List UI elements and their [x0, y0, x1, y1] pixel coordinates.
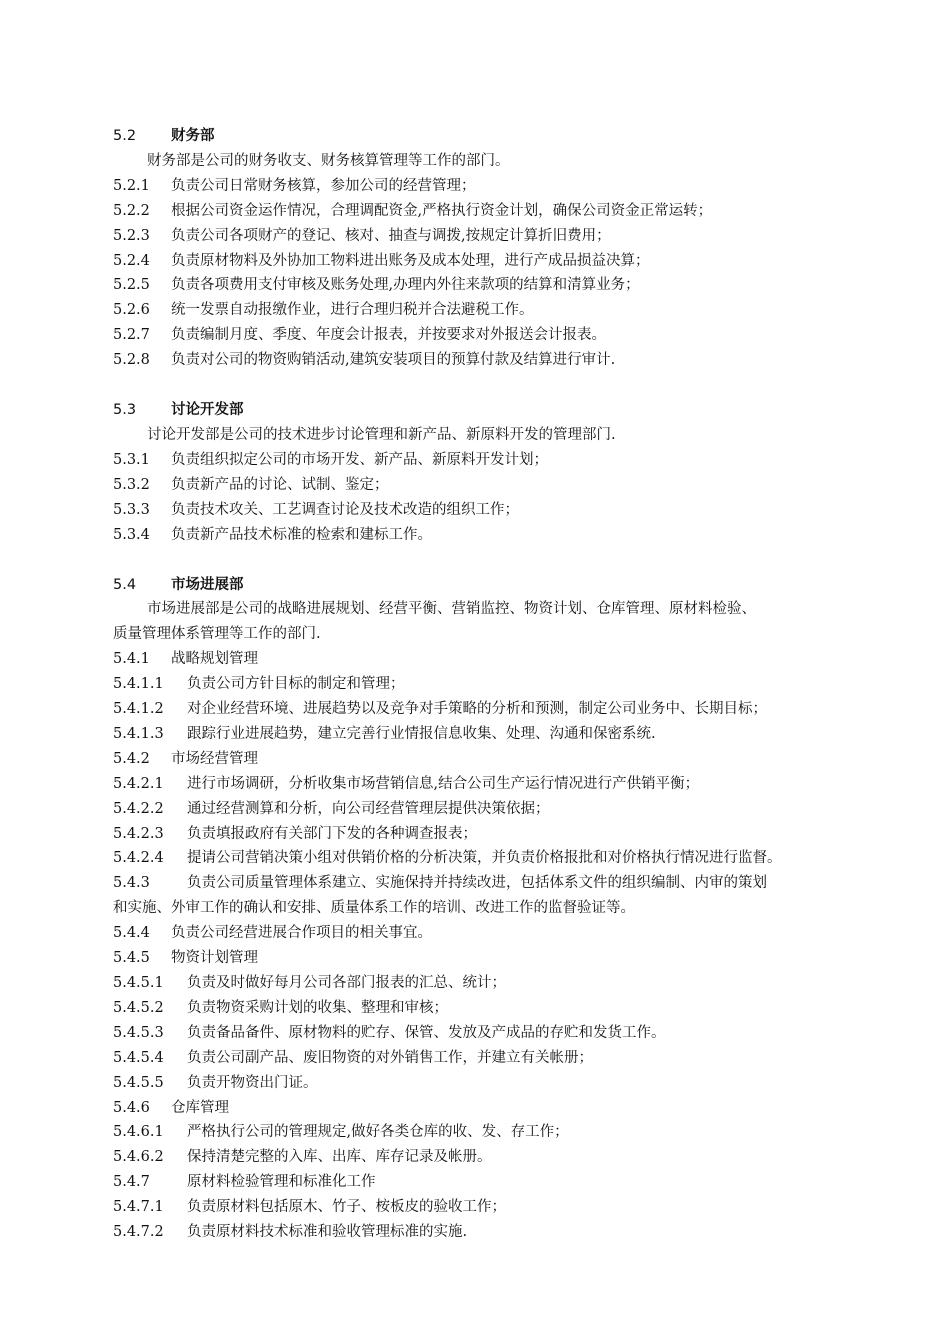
- item-text: 提请公司营销决策小组对供销价格的分析决策，并负责价格报批和对价格执行情况进行监督。: [187, 850, 782, 867]
- item-number: 5.2.2: [113, 202, 150, 219]
- item-text: 市场经营管理: [171, 750, 258, 767]
- item-number: 5.4.7: [113, 1174, 150, 1191]
- item-number: 5.2.8: [113, 352, 150, 369]
- item-number: 5.2.7: [113, 327, 150, 344]
- item-number: 5.4.1.3: [113, 725, 164, 742]
- item-number: 5.4.3: [113, 875, 150, 892]
- list-item: [113, 249, 873, 274]
- section-intro: 讨论开发部是公司的技术进步讨论管理和新产品、新原料开发的管理部门.: [147, 426, 616, 443]
- item-text: 负责填报政府有关部门下发的各种调查报表；: [187, 825, 477, 842]
- list-item: [113, 971, 873, 996]
- list-item: [113, 822, 873, 847]
- item-text: 负责公司方针目标的制定和管理；: [187, 676, 405, 693]
- item-number: 5.4.2: [113, 750, 150, 767]
- document-page: [113, 124, 873, 1245]
- section-heading-finance: [113, 124, 873, 149]
- item-text: 负责原材料技术标准和验收管理标准的实施.: [187, 1224, 468, 1241]
- item-number: 5.3.2: [113, 476, 150, 493]
- item-number: 5.4.4: [113, 925, 150, 942]
- item-number: 5.4.6: [113, 1099, 150, 1116]
- list-item: [113, 1071, 873, 1096]
- list-item: [113, 174, 873, 199]
- item-text: 负责技术攻关、工艺调查讨论及技术改造的组织工作；: [171, 501, 519, 518]
- item-number: 5.2.1: [113, 177, 150, 194]
- item-text: 战略规划管理: [171, 651, 258, 668]
- item-number: 5.3.4: [113, 526, 150, 543]
- item-number: 5.2.6: [113, 302, 150, 319]
- item-number: 5.4.7.2: [113, 1224, 164, 1241]
- list-item: [113, 348, 873, 373]
- item-text: 负责组织拟定公司的市场开发、新产品、新原料开发计划；: [171, 451, 548, 468]
- list-item: [113, 797, 873, 822]
- item-number: 5.4.5.4: [113, 1049, 164, 1066]
- list-item: [113, 647, 873, 672]
- item-text: 负责公司副产品、废旧物资的对外销售工作，并建立有关帐册；: [187, 1049, 593, 1066]
- item-text: 进行市场调研，分析收集市场营销信息,结合公司生产运行情况进行产供销平衡；: [187, 775, 700, 792]
- list-item: [113, 199, 873, 224]
- item-text: 负责及时做好每月公司各部门报表的汇总、统计；: [187, 975, 506, 991]
- item-number: 5.4.5.5: [113, 1074, 164, 1091]
- item-text: 统一发票自动报缴作业，进行合理归税并合法避税工作。: [171, 302, 534, 319]
- item-number: 5.4.2.3: [113, 825, 164, 842]
- item-number: 5.4.6.1: [113, 1124, 164, 1141]
- item-text: 负责公司质量管理体系建立、实施保持并持续改进，包括体系文件的组织编制、内审的策划: [187, 875, 767, 892]
- list-item: [113, 921, 873, 946]
- item-text: 负责公司经营进展合作项目的相关事宜。: [171, 925, 432, 942]
- list-item-continued: 和实施、外审工作的确认和安排、质量体系工作的培训、改进工作的监督验证等。: [113, 900, 635, 917]
- item-number: 5.4.1: [113, 651, 150, 668]
- item-number: 5.4.6.2: [113, 1149, 164, 1166]
- list-item: [113, 498, 873, 523]
- section-number: 5.2: [113, 128, 137, 144]
- list-item: [113, 871, 873, 896]
- list-item: [113, 996, 873, 1021]
- item-number: 5.3.3: [113, 501, 150, 518]
- item-text: 对企业经营环境、进展趋势以及竞争对手策略的分析和预测，制定公司业务中、长期目标；: [187, 701, 767, 718]
- item-text: 跟踪行业进展趋势，建立完善行业情报信息收集、处理、沟通和保密系统.: [187, 725, 656, 742]
- item-number: 5.2.3: [113, 227, 150, 244]
- item-text: 负责备品备件、原材物料的贮存、保管、发放及产成品的存贮和发货工作。: [187, 1024, 666, 1041]
- section-title: 财务部: [171, 128, 215, 144]
- item-text: 保持清楚完整的入库、出库、库存记录及帐册。: [187, 1149, 492, 1166]
- list-item: [113, 1220, 873, 1245]
- item-number: 5.4.7.1: [113, 1199, 164, 1216]
- item-number: 5.2.4: [113, 252, 150, 269]
- list-item: [113, 697, 873, 722]
- item-text: 物资计划管理: [171, 950, 258, 967]
- list-item: [113, 772, 873, 797]
- list-item: [113, 1170, 873, 1195]
- list-item: [113, 1021, 873, 1046]
- list-item: [113, 1145, 873, 1170]
- section-intro: 市场进展部是公司的战略进展规划、经营平衡、营销监控、物资计划、仓库管理、原材料检验、: [147, 601, 756, 618]
- item-text: 负责公司各项财产的登记、核对、抽查与调拨,按规定计算折旧费用；: [171, 227, 611, 244]
- item-text: 负责新产品技术标准的检索和建标工作。: [171, 526, 432, 543]
- item-text: 负责新产品的讨论、试制、鉴定；: [171, 476, 389, 493]
- section-heading-research: [113, 398, 873, 423]
- item-number: 5.4.5.3: [113, 1024, 164, 1041]
- list-item: [113, 747, 873, 772]
- list-item: [113, 298, 873, 323]
- item-number: 5.4.1.1: [113, 676, 164, 693]
- item-number: 5.4.2.4: [113, 850, 164, 867]
- section-title: 市场进展部: [171, 576, 244, 593]
- list-item: [113, 323, 873, 348]
- section-gap: [113, 373, 873, 398]
- item-number: 5.4.5: [113, 950, 150, 967]
- section-number: 5.4: [113, 576, 137, 593]
- list-item: [113, 722, 873, 747]
- list-item: [113, 523, 873, 548]
- item-number: 5.4.2.1: [113, 775, 164, 792]
- item-number: 5.2.5: [113, 277, 150, 294]
- list-item: [113, 473, 873, 498]
- item-number: 5.3.1: [113, 451, 150, 468]
- list-item: [113, 273, 873, 298]
- item-text: 原材料检验管理和标准化工作: [187, 1174, 376, 1191]
- list-item: [113, 224, 873, 249]
- section-gap: [113, 548, 873, 573]
- section-intro: 财务部是公司的财务收支、财务核算管理等工作的部门。: [147, 152, 510, 169]
- item-text: 仓库管理: [171, 1099, 229, 1116]
- list-item: [113, 1046, 873, 1071]
- item-text: 负责开物资出门证。: [187, 1074, 318, 1091]
- item-text: 负责编制月度、季度、年度会计报表，并按要求对外报送会计报表。: [171, 327, 606, 344]
- item-text: 负责原材料包括原木、竹子、桉板皮的验收工作；: [187, 1199, 506, 1216]
- item-text: 负责原材物料及外协加工物料进出账务及成本处理，进行产成品损益决算；: [171, 252, 650, 269]
- item-text: 负责对公司的物资购销活动,建筑安装项目的预算付款及结算进行审计.: [171, 352, 616, 369]
- item-number: 5.4.2.2: [113, 800, 164, 817]
- list-item: [113, 1120, 873, 1145]
- item-number: 5.4.5.1: [113, 975, 164, 991]
- section-number: 5.3: [113, 402, 137, 419]
- item-number: 5.4.1.2: [113, 701, 164, 718]
- list-item: [113, 1096, 873, 1121]
- item-text: 负责各项费用支付审核及账务处理,办理内外往来款项的结算和清算业务；: [171, 277, 640, 294]
- list-item: [113, 946, 873, 971]
- item-text: 负责公司日常财务核算，参加公司的经营管理；: [171, 177, 476, 194]
- section-intro-continued: 质量管理体系管理等工作的部门.: [113, 626, 321, 643]
- item-text: 通过经营测算和分析，向公司经营管理层提供决策依据；: [187, 800, 550, 817]
- item-text: 根据公司资金运作情况，合理调配资金,严格执行资金计划，确保公司资金正常运转；: [171, 202, 713, 219]
- list-item: [113, 1195, 873, 1220]
- section-heading-market: [113, 573, 873, 598]
- item-text: 严格执行公司的管理规定,做好各类仓库的收、发、存工作；: [187, 1124, 569, 1141]
- item-text: 负责物资采购计划的收集、整理和审核；: [187, 999, 448, 1016]
- item-number: 5.4.5.2: [113, 999, 164, 1016]
- list-item: [113, 846, 873, 871]
- section-title: 讨论开发部: [171, 402, 244, 419]
- list-item: [113, 448, 873, 473]
- list-item: [113, 672, 873, 697]
